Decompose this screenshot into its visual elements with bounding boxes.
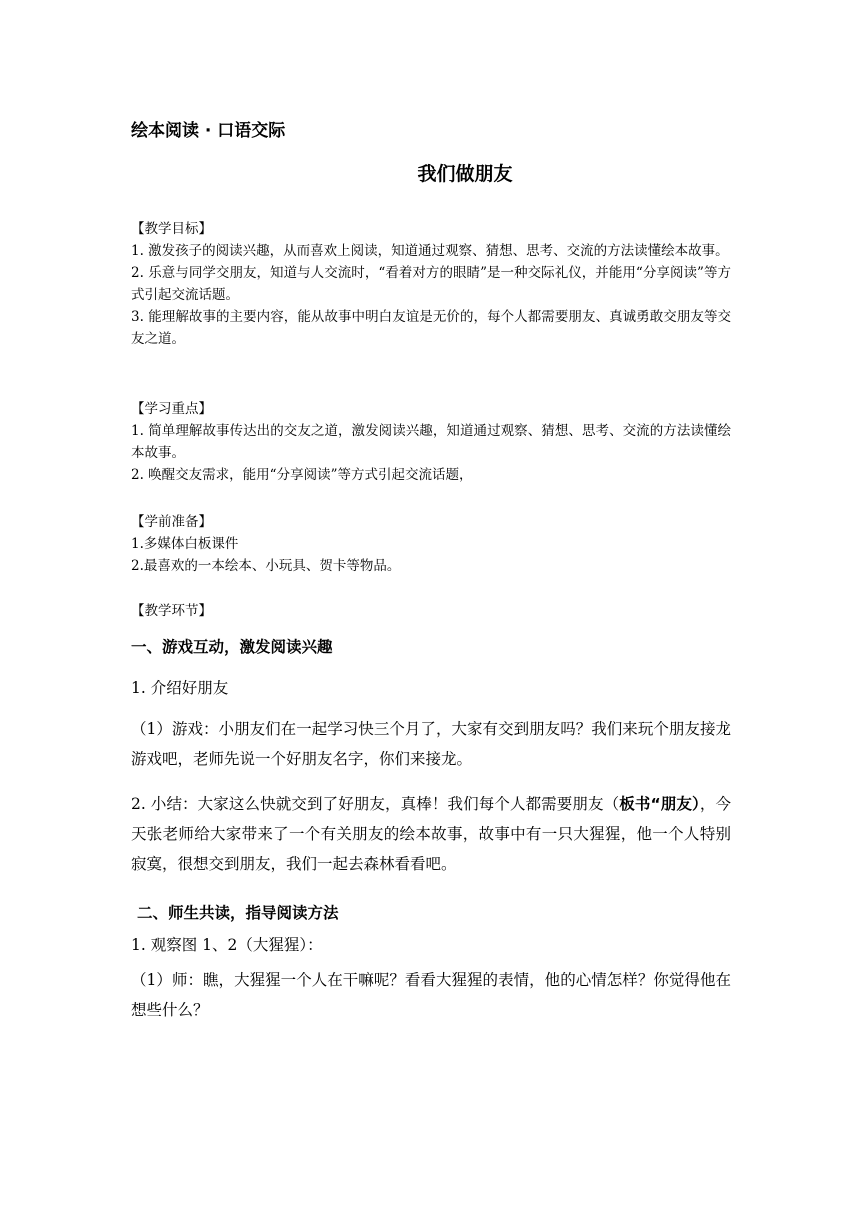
summary-text-b: ，今天张老师给大家带来了一个有关朋友的绘本故事，故事中有一只大猩猩，他一个人特别寂寞，很想交到朋友，我们一起去森林看看吧。 bbox=[131, 795, 731, 873]
teaching-goals bbox=[131, 218, 731, 350]
section-one-summary bbox=[131, 789, 731, 879]
focus-item: 1. 简单理解故事传达出的交友之道，激发阅读兴趣，知道通过观察、猜想、思考、交流的方法读懂绘本故事。 bbox=[131, 423, 731, 461]
prep-heading: 【学前准备】 bbox=[131, 514, 212, 530]
section-two-item-1-1: （1）师：瞧，大猩猩一个人在干嘛呢？看看大猩猩的表情，他的心情怎样？你觉得他在想些什么？ bbox=[131, 971, 731, 1019]
goal-item: 1. 激发孩子的阅读兴趣，从而喜欢上阅读，知道通过观察、猜想、思考、交流的方法读懂绘本故事。 bbox=[131, 243, 729, 259]
section-two-item-1: 1. 观察图 1、2（大猩猩）： bbox=[131, 936, 323, 954]
section-two-subitem bbox=[131, 965, 731, 1025]
focus-heading: 【学习重点】 bbox=[131, 401, 212, 417]
section-two-item bbox=[131, 930, 731, 960]
page-title: 我们做朋友 bbox=[417, 163, 513, 185]
steps-heading bbox=[131, 600, 731, 622]
prep-item: 2.最喜欢的一本绘本、小玩具、贺卡等物品。 bbox=[131, 558, 401, 574]
learning-focus bbox=[131, 398, 731, 486]
goal-item: 3. 能理解故事的主要内容，能从故事中明白友谊是无价的，每个人都需要朋友、真诚勇敢交朋友等交友之道。 bbox=[131, 309, 731, 347]
section-two-title: 二、师生共读，指导阅读方法 bbox=[137, 904, 339, 922]
prep-item: 1.多媒体白板课件 bbox=[131, 536, 239, 552]
goal-item: 2. 乐意与同学交朋友，知道与人交流时，“看着对方的眼睛”是一种交际礼仪，并能用“分享阅读”等方式引起交流话题。 bbox=[131, 265, 731, 303]
board-note: 板书“朋友） bbox=[619, 795, 700, 813]
preparation bbox=[131, 511, 731, 577]
section-one-item-2 bbox=[131, 789, 731, 879]
focus-item: 2. 唤醒交友需求，能用“分享阅读”等方式引起交流话题， bbox=[131, 467, 473, 483]
section-two bbox=[131, 898, 731, 928]
subject-heading: 绘本阅读 · 口语交际 bbox=[131, 121, 286, 141]
section-one bbox=[131, 632, 731, 662]
section-one-subitem bbox=[131, 714, 731, 774]
section-one-title: 一、游戏互动，激发阅读兴趣 bbox=[131, 638, 333, 656]
summary-text-a: 2. 小结：大家这么快就交到了好朋友，真棒！我们每个人都需要朋友（ bbox=[131, 795, 620, 813]
goals-heading: 【教学目标】 bbox=[131, 221, 212, 237]
section-one-item-1-1: （1）游戏：小朋友们在一起学习快三个月了，大家有交到朋友吗？我们来玩个朋友接龙游戏吧，老师先说一个好朋友名字，你们来接龙。 bbox=[131, 720, 731, 768]
section-one-item-1: 1. 介绍好朋友 bbox=[131, 679, 229, 697]
steps-heading-text: 【教学环节】 bbox=[131, 603, 212, 619]
section-one-item bbox=[131, 673, 731, 703]
